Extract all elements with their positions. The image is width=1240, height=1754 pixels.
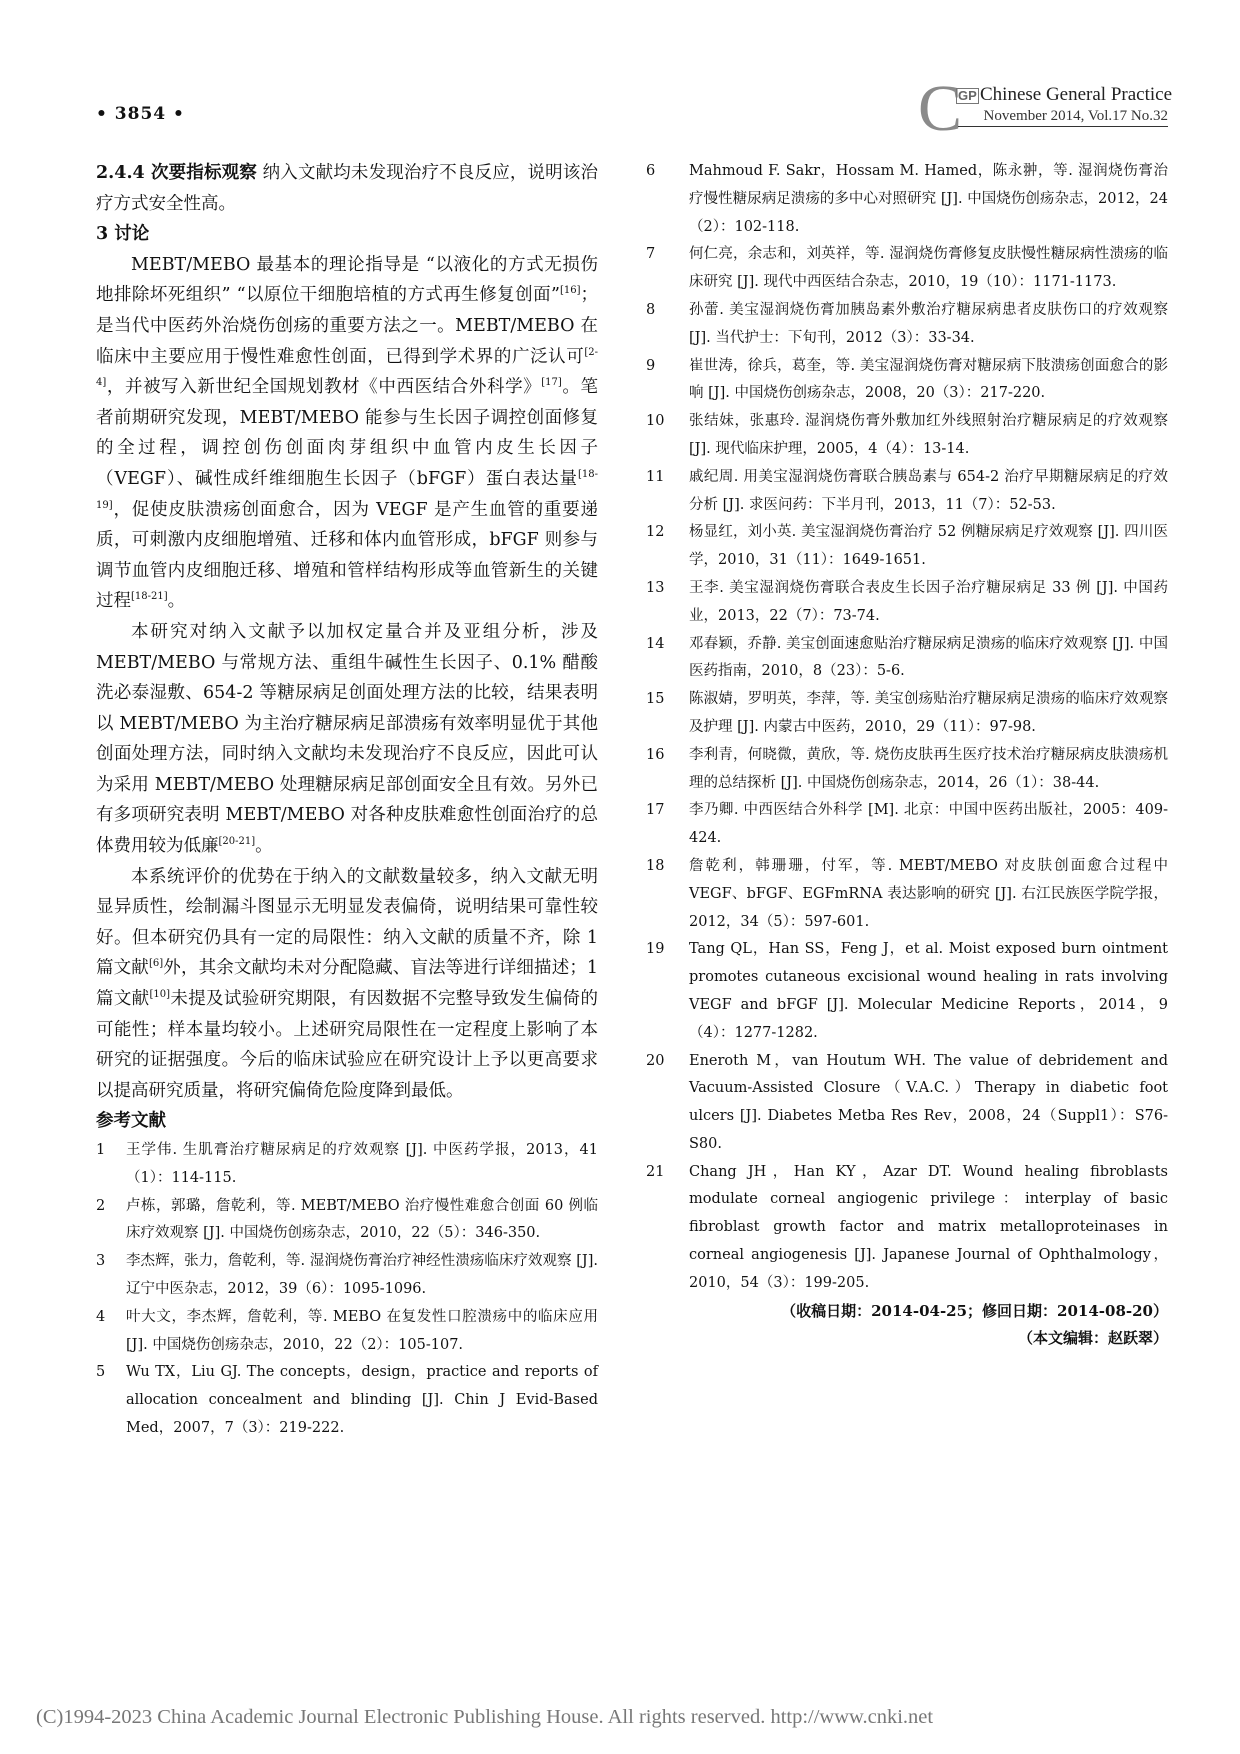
- reference-number: 12: [646, 524, 665, 541]
- reference-text: 杨显红，刘小英. 美宝湿润烧伤膏治疗 52 例糖尿病足疗效观察 [J]. 四川医学，2010，31（11）：1649-1651.: [689, 524, 1168, 569]
- reference-number: 9: [646, 357, 656, 374]
- reference-number: 5: [96, 1364, 106, 1381]
- journal-logo: GP: [958, 88, 977, 103]
- reference-item: [646, 797, 1168, 853]
- reference-item: [646, 297, 1168, 353]
- reference-list-right: [646, 158, 1168, 1298]
- journal-logo-c-icon: C: [918, 72, 963, 145]
- reference-item: [646, 742, 1168, 798]
- discussion-paragraph-1: [96, 250, 598, 617]
- paragraph-text: MEBT/MEBO 最基本的理论指导是 “以液化的方式无损伤地排除坏死组织” “以原位干细胞培植的方式再生修复创面”: [96, 254, 598, 306]
- paragraph-text: 未提及试验研究期限，有因数据不完整导致发生偏倚的可能性；样本量均较小。上述研究局限性在一定程度上影响了本研究的证据强度。今后的临床试验应在研究设计上予以更高要求以提高研究质量，将研究偏倚危险度降到最低。: [96, 989, 599, 1101]
- reference-item: [646, 408, 1168, 464]
- reference-item: [646, 464, 1168, 520]
- reference-text: 李利青，何晓微，黄欣，等. 烧伤皮肤再生医疗技术治疗糖尿病皮肤溃疡机理的总结探析 [J]. 中国烧伤创疡杂志，2014，26（1）：38-44.: [689, 746, 1168, 791]
- paragraph-text: ，并被写入新世纪全国规划教材《中西医结合外科学》: [106, 377, 542, 398]
- reference-item: [646, 853, 1168, 936]
- reference-text: 李杰辉，张力，詹乾利，等. 湿润烧伤膏治疗神经性溃疡临床疗效观察 [J]. 辽宁中医杂志，2012，39（6）：1095-1096.: [126, 1253, 598, 1297]
- references-heading: 参考文献: [96, 1111, 166, 1132]
- paragraph-text: ，促使皮肤溃疡创面愈合，因为 VEGF 是产生血管的重要递质，可刺激内皮细胞增殖、迁移和体内血管形成，bFGF 则参与调节血管内皮细胞迁移、增殖和管样结构形成等血管新生的关键过程: [96, 499, 598, 612]
- reference-number: 7: [646, 246, 656, 263]
- reference-number: 10: [646, 413, 665, 430]
- reference-number: 8: [646, 301, 656, 318]
- header-divider: [96, 140, 1168, 141]
- reference-text: 邓春颖，乔静. 美宝创面速愈贴治疗糖尿病足溃疡的临床疗效观察 [J]. 中国医药指南，2010，8（23）：5-6.: [689, 635, 1168, 680]
- reference-item: [646, 353, 1168, 409]
- reference-item: [96, 1193, 598, 1249]
- paragraph-text: 纳入文献均未发现治疗不良反应，说明该治疗方式安全性高。: [96, 163, 598, 214]
- reference-number: 21: [646, 1163, 665, 1180]
- reference-item: [646, 1048, 1168, 1159]
- page-number: • 3854 •: [96, 104, 185, 124]
- reference-text: 戚纪周. 用美宝湿润烧伤膏联合胰岛素与 654-2 治疗早期糖尿病足的疗效分析 [J]. 求医问药：下半月刊，2013，11（7）：52-53.: [689, 468, 1168, 513]
- reference-number: 2: [96, 1197, 106, 1214]
- paragraph-text: 外，其余文献均未对分配隐藏、盲法等进行详细描述；1 篇文献: [96, 958, 598, 1010]
- reference-number: 20: [646, 1052, 665, 1069]
- reference-item: [646, 519, 1168, 575]
- reference-item: [646, 631, 1168, 687]
- reference-number: 3: [96, 1253, 106, 1270]
- discussion-paragraph-3: [96, 862, 598, 1107]
- reference-text: 王李. 美宝湿润烧伤膏联合表皮生长因子治疗糖尿病足 33 例 [J]. 中国药业，2013，22（7）：73-74.: [689, 579, 1168, 624]
- reference-item: [646, 936, 1168, 1047]
- reference-number: 14: [646, 635, 665, 652]
- reference-item: [96, 1359, 598, 1442]
- reference-text: 叶大文，李杰辉，詹乾利，等. MEBO 在复发性口腔溃疡中的临床应用 [J]. 中国烧伤创疡杂志，2010，22（2）：105-107.: [126, 1308, 598, 1353]
- reference-text: 何仁亮，余志和，刘英祥，等. 湿润烧伤膏修复皮肤慢性糖尿病性溃疡的临床研究 [J]. 现代中西医结合杂志，2010，19（10）：1171-1173.: [689, 246, 1168, 291]
- reference-text: 崔世涛，徐兵，葛奎，等. 美宝湿润烧伤膏对糖尿病下肢溃疡创面愈合的影响 [J]. 中国烧伤创疡杂志，2008，20（3）：217-220.: [689, 357, 1168, 402]
- citation: [20-21]: [218, 836, 256, 848]
- paragraph-text: 。: [167, 591, 186, 612]
- paragraph-text: ；是当代中医药外治烧伤创疡的重要方法之一。MEBT/MEBO 在临床中主要应用于慢性难愈性创面，已得到学术界的广泛认可: [96, 285, 598, 367]
- right-column: [646, 158, 1168, 1352]
- reference-number: 6: [646, 163, 656, 179]
- secondary-outcome-paragraph: [96, 158, 598, 219]
- reference-number: 4: [96, 1308, 106, 1325]
- paragraph-text: 本研究对纳入文献予以加权定量合并及亚组分析，涉及 MEBT/MEBO 与常规方法、重组牛碱性生长因子、0.1% 醋酸洗必泰湿敷、654-2 等糖尿病足创面处理方法的比较，结果表明以 MEBT/MEBO 为主治疗糖尿病足部溃疡有效率明显优于其他创面处理方法，同时纳入文献均未发现治疗不良反应，因此可认为采用 MEBT/MEBO 处理糖尿病足部创面安全且有效。另外已有多项研究表明 MEBT/MEBO 对各种皮肤难愈性创面治疗的总体费用较为低廉: [96, 621, 598, 857]
- article-editor: （本文编辑：赵跃翠）: [1017, 1328, 1168, 1347]
- reference-number: 19: [646, 941, 665, 958]
- reference-text: 王学伟. 生肌膏治疗糖尿病足的疗效观察 [J]. 中医药学报，2013，41（1）：114-115.: [126, 1142, 598, 1186]
- reference-item: [96, 1304, 598, 1360]
- reference-list-left: [96, 1137, 598, 1443]
- paragraph-text: 。笔者前期研究发现，MEBT/MEBO 能参与生长因子调控创面修复的全过程，调控创伤创面肉芽组织中血管内皮生长因子（VEGF）、碱性成纤维细胞生长因子（bFGF）蛋白表达量: [96, 377, 599, 489]
- reference-number: 11: [646, 468, 665, 485]
- citation: [6]: [148, 958, 164, 970]
- reference-text: Tang QL，Han SS，Feng J，et al. Moist exposed burn ointment promotes cutaneous excisional wound healing in rats involving VEGF and bFGF [J]. Molecular Medicine Reports，2014，9（4）：1277-1282.: [689, 941, 1168, 1041]
- reference-item: [646, 1159, 1168, 1298]
- reference-text: 卢栋，郭璐，詹乾利，等. MEBT/MEBO 治疗慢性难愈合创面 60 例临床疗效观察 [J]. 中国烧伤创疡杂志，2010，22（5）：346-350.: [126, 1197, 598, 1242]
- copyright-footer: (C)1994-2023 China Academic Journal Electronic Publishing House. All rights reserved. http://www.cnki.net: [36, 1706, 934, 1728]
- reference-item: [96, 1248, 598, 1304]
- citation: [2-4]: [96, 346, 598, 389]
- discussion-paragraph-2: [96, 617, 598, 862]
- reference-text: 詹乾利，韩珊珊，付军，等. MEBT/MEBO 对皮肤创面愈合过程中 VEGF、bFGF、EGFmRNA 表达影响的研究 [J]. 右江民族医学院学报，2012，34（5）：597-601.: [689, 857, 1168, 930]
- reference-text: 孙蕾. 美宝湿润烧伤膏加胰岛素外敷治疗糖尿病患者皮肤伤口的疗效观察 [J]. 当代护士：下旬刊，2012（3）：33-34.: [689, 301, 1168, 346]
- reference-item: [646, 158, 1168, 241]
- citation: [17]: [541, 377, 562, 389]
- reference-number: 1: [96, 1142, 106, 1158]
- journal-name: Chinese General Practice: [980, 84, 1173, 105]
- section-heading-discussion: 3 讨论: [96, 224, 150, 245]
- paragraph-text: 本系统评价的优势在于纳入的文献数量较多，纳入文献无明显异质性，绘制漏斗图显示无明显发表偏倚，说明结果可靠性较好。但本研究仍具有一定的局限性：纳入文献的质量不齐，除 1 篇文献: [96, 866, 598, 979]
- reference-text: 李乃卿. 中西医结合外科学 [M]. 北京：中国中医药出版社，2005：409-424.: [689, 802, 1168, 847]
- reference-item: [646, 575, 1168, 631]
- reference-number: 18: [646, 857, 665, 874]
- reference-item: [96, 1137, 598, 1193]
- reference-item: [646, 686, 1168, 742]
- reference-text: Mahmoud F. Sakr，Hossam M. Hamed，陈永翀，等. 湿润烧伤膏治疗慢性糖尿病足溃疡的多中心对照研究 [J]. 中国烧伤创疡杂志，2012，24（2）：102-118.: [689, 163, 1168, 235]
- reference-text: Chang JH，Han KY，Azar DT. Wound healing fibroblasts modulate corneal angiogenic privilege：interplay of basic fibroblast growth factor and matrix metalloproteinases in corneal angiogenesis [J]. Japanese Journal of Ophthalmology，2010，54（3）：199-205.: [689, 1163, 1168, 1291]
- reference-text: Wu TX，Liu GJ. The concepts，design，practice and reports of allocation concealment and blinding [J]. Chin J Evid-Based Med，2007，7（3）：219-222.: [126, 1364, 598, 1436]
- received-revised-dates: （收稿日期：2014-04-25；修回日期：2014-08-20）: [781, 1301, 1168, 1320]
- citation: [10]: [149, 989, 171, 1001]
- reference-text: 陈淑婧，罗明英，李萍，等. 美宝创疡贴治疗糖尿病足溃疡的临床疗效观察及护理 [J]. 内蒙古中医药，2010，29（11）：97-98.: [689, 691, 1168, 735]
- reference-number: 16: [646, 746, 665, 763]
- reference-number: 15: [646, 691, 665, 708]
- reference-text: 张结妹，张惠玲. 湿润烧伤膏外敷加红外线照射治疗糖尿病足的疗效观察 [J]. 现代临床护理，2005，4（4）：13-14.: [689, 413, 1168, 457]
- citation: [16]: [559, 285, 581, 297]
- journal-issue: November 2014, Vol.17 No.32: [958, 108, 1168, 127]
- reference-item: [646, 241, 1168, 297]
- journal-header: [918, 72, 1173, 145]
- reference-number: 17: [646, 802, 665, 819]
- section-heading-2-4-4: 2.4.4 次要指标观察: [96, 163, 257, 183]
- citation: [18-19]: [96, 468, 598, 511]
- left-column: [96, 158, 598, 1443]
- citation: [18-21]: [131, 591, 168, 603]
- reference-number: 13: [646, 579, 665, 596]
- reference-text: Eneroth M，van Houtum WH. The value of debridement and Vacuum-Assisted Closure（V.A.C.）Therapy in diabetic foot ulcers [J]. Diabetes Metba Res Rev，2008，24（Suppl1）：S76-S80.: [689, 1052, 1168, 1152]
- paragraph-text: 。: [255, 836, 273, 857]
